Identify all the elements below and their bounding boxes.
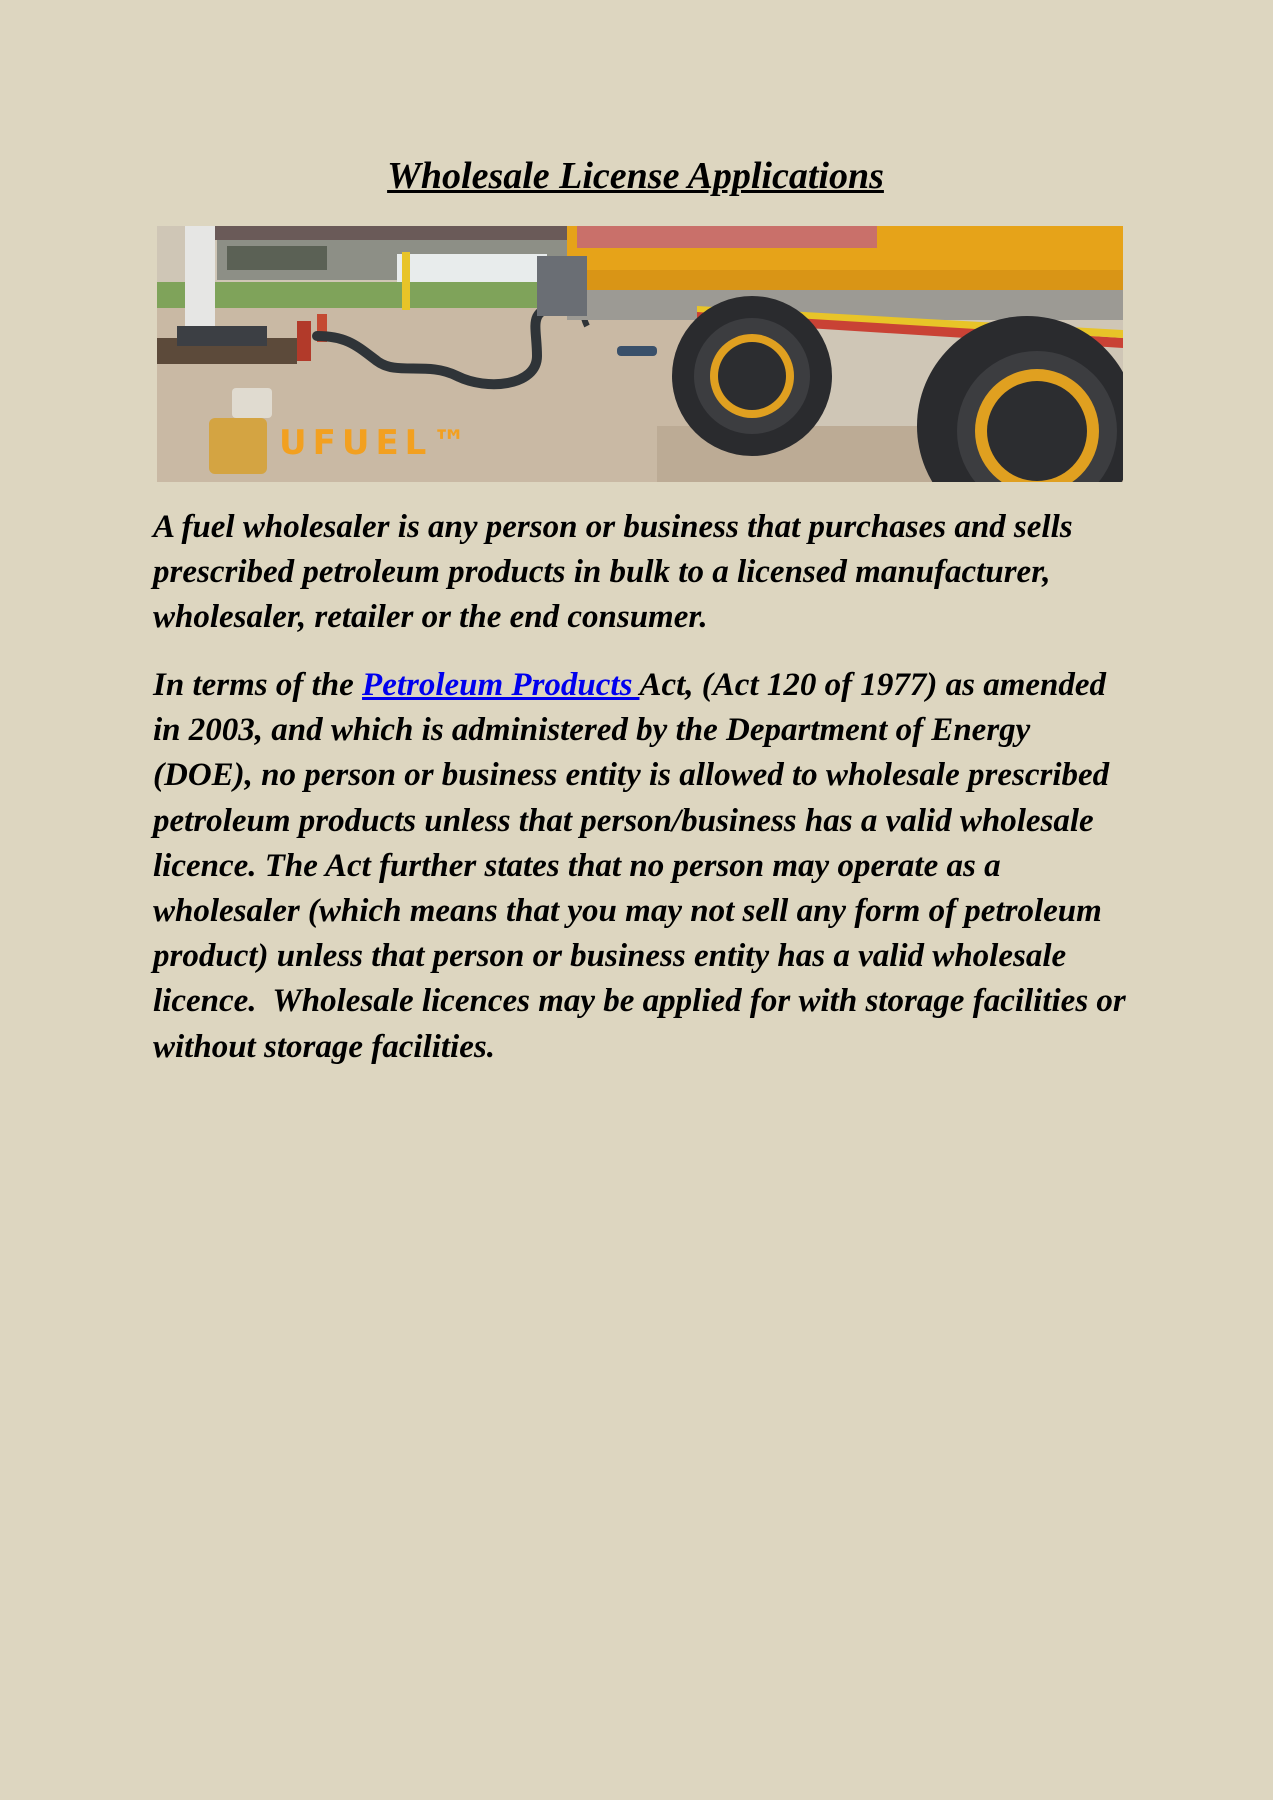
act-paragraph: In terms of the Petroleum Products Act, (Act 120 of 1977) as amended in 2003, and which is administered by the Department of Energy (DOE), no person or business entity is allowed to wholesale prescribed petroleum products unless that person/business has a valid wholesale licence. The Act further states that no person may operate as a wholesaler (which means that you may not sell any form of petroleum product) unless that person or business entity has a valid wholesale licence. Wholesale licences may be applied for with storage facilities or without storage facilities. bbox=[153, 667, 1126, 1065]
fuel-tanker-illustration bbox=[157, 226, 1123, 482]
fuel-tanker-image bbox=[157, 226, 1123, 482]
ufuel-logo: UFUEL™ bbox=[279, 423, 473, 463]
petroleum-products-link[interactable]: Petroleum Products bbox=[362, 667, 640, 703]
intro-paragraph: A fuel wholesaler is any person or business that purchases and sells prescribed petroleum products in bulk to a licensed manufacturer, wholesaler, retailer or the end consumer. bbox=[153, 509, 1073, 636]
page-title: Wholesale License Applications bbox=[387, 155, 884, 197]
